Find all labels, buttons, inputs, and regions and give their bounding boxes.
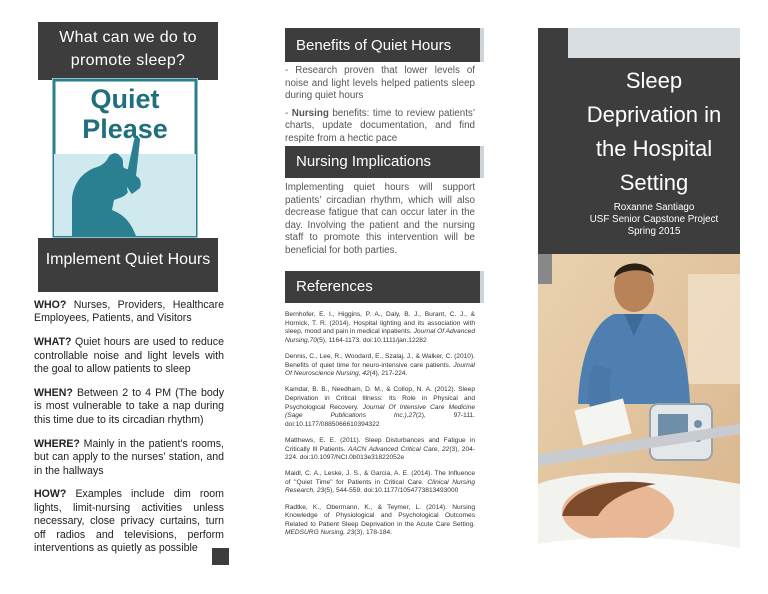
benefits-heading: Benefits of Quiet Hours: [296, 37, 452, 54]
benefits-text: [285, 65, 475, 151]
reference-item: Radtke, K., Obermann, K., & Teymer, L. (2014). Nursing Knowledge of Physiological and Psychological Outcomes Related to Patient Sleep Deprivation in the Acute Care Setting. MEDSURG Nursing, 23(3), 178-184.: [285, 503, 475, 537]
sign-text-quiet: Quiet: [90, 84, 160, 114]
quiet-please-sign: [52, 78, 198, 238]
references-bar-accent: [480, 271, 484, 303]
reference-item: Matthews, E. E. (2011). Sleep Disturbances and Fatigue in Critically Ill Patients. AACN Advanced Critical Care, 22(3), 204-224. doi:10.1097/NCI.0b013e31822052e: [285, 436, 476, 462]
benefit-nursing-prefix: -: [285, 107, 292, 119]
title-side-panel: [538, 28, 568, 254]
when-text: Between 2 to 4 PM (The body is most vulnerable to take a nap during this time due to its circadian rhythm): [34, 387, 224, 426]
who-label: WHO?: [34, 299, 67, 311]
what-text: Quiet hours are used to reduce controllable noise and light levels with the goal to allow patients to sleep: [34, 336, 224, 376]
benefit-nursing-text: benefits: time to review patients’ charts, update documentation, and find respite from a hectic pace: [285, 107, 475, 144]
how-label: HOW?: [34, 488, 67, 501]
author-name: Roxanne Santiago: [613, 202, 695, 213]
benefits-heading-bar: [285, 28, 480, 62]
benefits-bar-accent: [480, 28, 484, 62]
nurse-patient-photo: [538, 254, 740, 562]
references-list: [285, 311, 475, 546]
sign-text-please: Please: [82, 114, 168, 144]
implement-quiet-hours-heading: Implement Quiet Hours: [45, 251, 211, 268]
nursing-implications-text: Implementing quiet hours will support patients’ circadian rhythm, which will also decrease fatigue that can occur later in the day. Involving the patient and the nursing staff to promote this intervention will be beneficial for both parties.: [285, 182, 475, 256]
decorative-square: [212, 548, 229, 565]
photo-corner-strip: [538, 254, 552, 284]
reference-item: Bernhofer, E. I., Higgins, P. A., Daly, B. J., Burant, C. J., & Hornick, T. R. (2014). Hospital lighting and its association with sleep, mood and pain in medical inpatients. Journal Of Advanced Nursing,70(5), 1164-1173. doi:10.1111/jan.12282: [285, 311, 475, 344]
how-paragraph: [34, 488, 224, 555]
title-line: the Hospital: [595, 136, 713, 161]
how-text: Examples include dim room lights, limit-nursing activities unless necessary, close privacy curtains, turn off radios and televisions, perform interventions as quietly as possible: [34, 488, 224, 555]
who-paragraph: [34, 299, 224, 326]
when-label: WHEN?: [34, 387, 73, 400]
references-heading: References: [296, 278, 373, 295]
where-text: Mainly in the patient’s rooms, but can apply to the nurses’ station, and in the hallways: [34, 437, 224, 477]
title-line: Setting: [619, 170, 689, 195]
nursing-implications-heading: Nursing Implications: [296, 153, 432, 170]
reference-item: Kamdar, B. B., Needham, D. M., & Collop, N. A. (2012). Sleep Deprivation in Critical Illness: Its Role in Physical and Psychological Recovery. Journal Of Intensive Care Medicine (Sage Publications Inc.),27(2), 97-111. doi:10.1177/0885066610394322: [285, 386, 475, 428]
where-label: WHERE?: [34, 437, 80, 450]
reference-item: Dennis, C., Lee, R., Woodard, E., Szalaj, J., & Walker, C. (2010). Benefits of quiet time for neuro-intensive care patients. Journal Of Neuroscience Nursing, 42(4), 217-224.: [285, 352, 475, 378]
what-label: WHAT?: [34, 336, 72, 349]
nurse-patient-illustration: [538, 254, 740, 562]
author-block: [568, 202, 740, 238]
project-term: Spring 2015: [627, 226, 681, 237]
implications-bar-accent: [480, 146, 484, 178]
nursing-implications-bar: [285, 146, 480, 178]
promote-sleep-heading: What can we do to promote sleep?: [59, 29, 197, 69]
what-paragraph: [34, 336, 224, 376]
benefit-research: - Research proven that lower levels of noise and light levels helped patients sleep during quiet hours: [285, 65, 475, 102]
where-paragraph: [34, 438, 224, 478]
who-text: Nurses, Providers, Healthcare Employees, Patients, and Visitors: [34, 299, 224, 325]
benefit-nursing: [285, 108, 475, 146]
project-name: USF Senior Capstone Project: [589, 214, 719, 225]
references-bar: [285, 271, 480, 303]
reference-item: Maidl, C. A., Leske, J. S., & Garcia, A. E. (2014). The Influence of "Quiet Time" for Patients in Critical Care. Clinical Nursing Research, 23(5), 544-559. doi:10.1177/1054773813493000: [285, 470, 475, 495]
title-top-accent: [568, 28, 740, 58]
title-line: Sleep: [625, 68, 683, 93]
quiet-hours-details: [34, 299, 224, 566]
benefit-nursing-label: Nursing: [291, 107, 329, 119]
brochure-title: [568, 64, 740, 200]
title-line: Deprivation in: [586, 102, 722, 127]
when-paragraph: [34, 387, 224, 427]
